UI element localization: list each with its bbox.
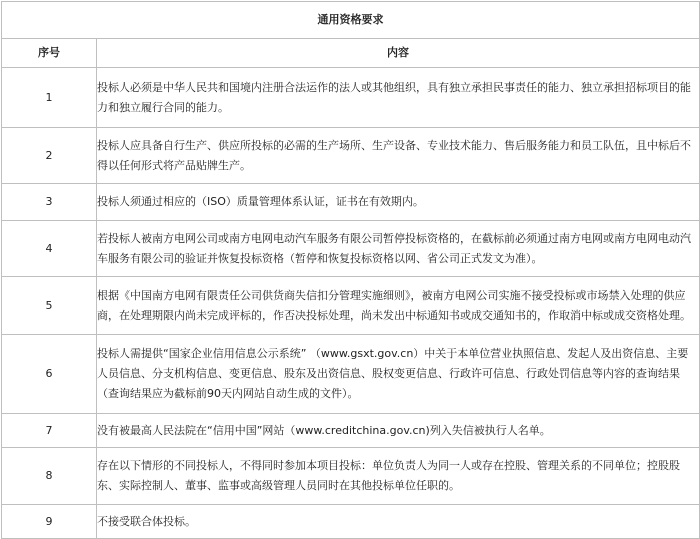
row-content: 若投标人被南方电网公司或南方电网电动汽车服务有限公司暂停投标资格的，在截标前必须通过南方电网或南方电网电动汽车服务有限公司的验证并恢复投标资格（暂停和恢复投标资格以网、省公司正式发文为准）。 [97, 221, 700, 277]
row-content: 不接受联合体投标。 [97, 505, 700, 539]
table-row [2, 448, 700, 505]
table-row [2, 277, 700, 335]
table-title-row [2, 2, 700, 39]
row-content: 投标人需提供“国家企业信用信息公示系统” （www.gsxt.gov.cn）中关于本单位营业执照信息、发起人及出资信息、主要人员信息、分支机构信息、变更信息、股东及出资信息、股权变更信息、行政许可信息、行政处罚信息等内容的查询结果（查询结果应为截标前90天内网站自动生成的文件）。 [97, 335, 700, 414]
table-row [2, 221, 700, 277]
table-row [2, 68, 700, 128]
row-content: 投标人必须是中华人民共和国境内注册合法运作的法人或其他组织，具有独立承担民事责任的能力、独立承担招标项目的能力和独立履行合同的能力。 [97, 68, 700, 128]
row-number: 4 [2, 221, 97, 277]
row-number: 9 [2, 505, 97, 539]
table-row [2, 128, 700, 184]
row-number: 3 [2, 184, 97, 221]
row-content: 没有被最高人民法院在“信用中国”网站（www.creditchina.gov.cn)列入失信被执行人名单。 [97, 414, 700, 448]
table-title: 通用资格要求 [2, 2, 700, 39]
row-content: 投标人须通过相应的（ISO）质量管理体系认证，证书在有效期内。 [97, 184, 700, 221]
row-content: 存在以下情形的不同投标人，不得同时参加本项目投标：单位负责人为同一人或存在控股、管理关系的不同单位；控股股东、实际控制人、董事、监事或高级管理人员同时在其他投标单位任职的。 [97, 448, 700, 505]
table-row [2, 414, 700, 448]
row-number: 2 [2, 128, 97, 184]
row-number: 8 [2, 448, 97, 505]
header-content: 内容 [97, 39, 700, 68]
header-index: 序号 [2, 39, 97, 68]
qualification-table [1, 1, 700, 539]
table-header-row [2, 39, 700, 68]
table-row [2, 505, 700, 539]
row-content: 根据《中国南方电网有限责任公司供货商失信扣分管理实施细则》，被南方电网公司实施不接受投标或市场禁入处理的供应商，在处理期限内尚未完成评标的，作否决投标处理，尚未发出中标通知书或成交通知书的，作取消中标或成交资格处理。 [97, 277, 700, 335]
table-row [2, 184, 700, 221]
row-number: 7 [2, 414, 97, 448]
row-number: 6 [2, 335, 97, 414]
row-content: 投标人应具备自行生产、供应所投标的必需的生产场所、生产设备、专业技术能力、售后服务能力和员工队伍，且中标后不得以任何形式将产品贴牌生产。 [97, 128, 700, 184]
row-number: 1 [2, 68, 97, 128]
row-number: 5 [2, 277, 97, 335]
table-row [2, 335, 700, 414]
